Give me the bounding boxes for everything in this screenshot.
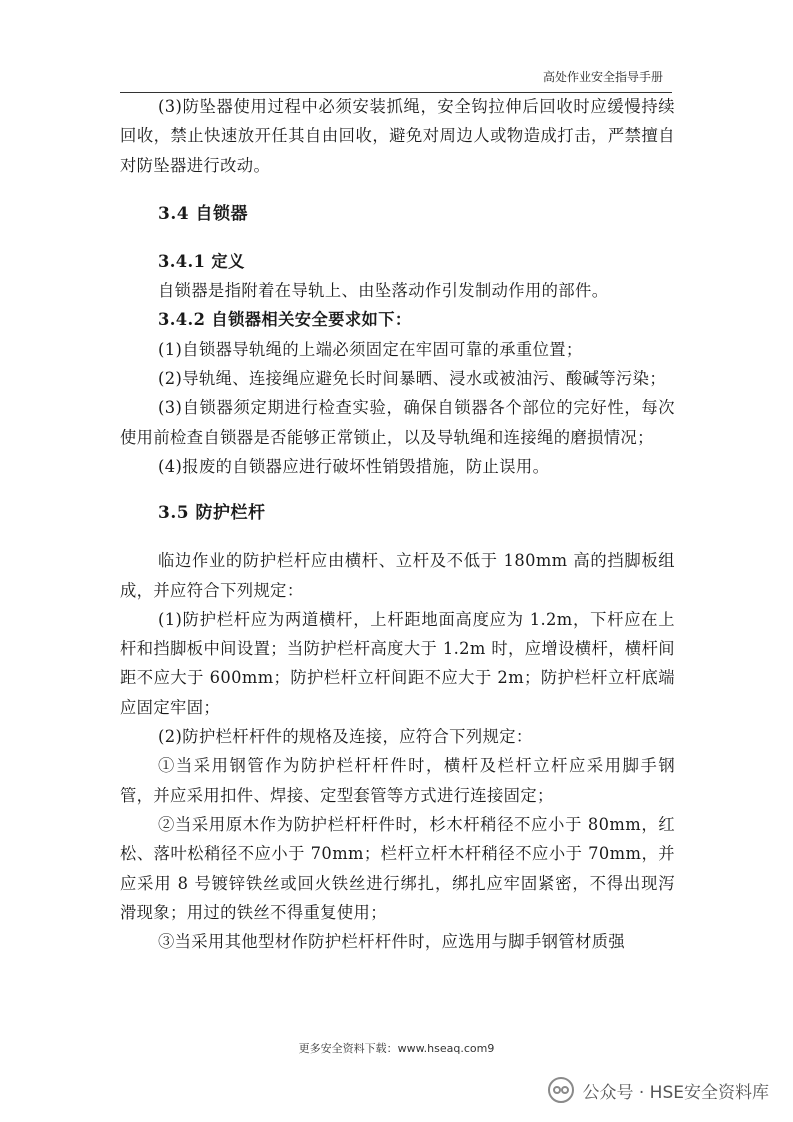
section-heading-3-5: 3.5 防护栏杆 — [158, 503, 266, 524]
guardrail-rule-2c: ③当采用其他型材作防护栏杆杆件时，应选用与脚手钢管材质强 — [158, 932, 626, 952]
paragraph-fall-arrester-3: (3)防坠器使用过程中必须安装抓绳，安全钩拉伸后回收时应缓慢持续回收，禁止快速放开任其自由回收，避免对周边人或物造成打击，严禁擅自对防坠器进行改动。 — [120, 97, 675, 175]
section-heading-3-4: 3.4 自锁器 — [158, 203, 248, 224]
requirement-4: (4)报废的自锁器应进行破坏性销毁措施，防止误用。 — [158, 456, 550, 476]
wechat-official-account-icon — [548, 1077, 574, 1103]
guardrail-rule-1: (1)防护栏杆应为两道横杆，上杆距地面高度应为 1.2m，下杆应在上杆和挡脚板中间设置；当防护栏杆高度大于 1.2m 时，应增设横杆，横杆间距不应大于 600mm；防护栏杆立杆间距不应大于 2m；防护栏杆立杆底端应固定牢固； — [120, 609, 675, 717]
guardrail-rule-2b: ②当采用原木作为防护栏杆杆件时，杉木杆稍径不应小于 80mm，红松、落叶松稍径不应小于 70mm；栏杆立杆木杆稍径不应小于 70mm，并应采用 8 号镀锌铁丝或回火铁丝进行绑扎，绑扎应牢固紧密，不得出现泻滑现象；用过的铁丝不得重复使用； — [120, 814, 675, 922]
guardrail-rule-2a: ①当采用钢管作为防护栏杆杆件时，横杆及栏杆立杆应采用脚手钢管，并应采用扣件、焊接、定型套管等方式进行连接固定； — [120, 756, 675, 805]
watermark — [548, 1077, 769, 1103]
requirement-1: (1)自锁器导轨绳的上端必须固定在牢固可靠的承重位置； — [158, 339, 583, 359]
requirement-2: (2)导轨绳、连接绳应避免长时间暴晒、浸水或被油污、酸碱等污染； — [158, 369, 667, 389]
subsection-heading-3-4-2: 3.4.2 自锁器相关安全要求如下： — [158, 310, 412, 330]
guardrail-rule-2: (2)防护栏杆杆件的规格及连接，应符合下列规定： — [158, 727, 533, 747]
requirement-3: (3)自锁器须定期进行检查实验，确保自锁器各个部位的完好性，每次使用前检查自锁器是否能够正常锁止，以及导轨绳和连接绳的磨损情况； — [120, 398, 675, 447]
page-body — [120, 92, 675, 956]
subsection-heading-3-4-1: 3.4.1 定义 — [158, 251, 245, 271]
running-header: 高处作业安全指导手册 — [542, 70, 663, 84]
paragraph-guardrail-intro: 临边作业的防护栏杆应由横杆、立杆及不低于 180mm 高的挡脚板组成，并应符合下列规定： — [120, 551, 675, 600]
paragraph-definition: 自锁器是指附着在导轨上、由坠落动作引发制动作用的部件。 — [158, 281, 609, 301]
watermark-text: 公众号 · HSE安全资料库 — [582, 1082, 769, 1103]
page-footer: 更多安全资料下载：www.hseaq.com9 — [298, 1042, 495, 1055]
